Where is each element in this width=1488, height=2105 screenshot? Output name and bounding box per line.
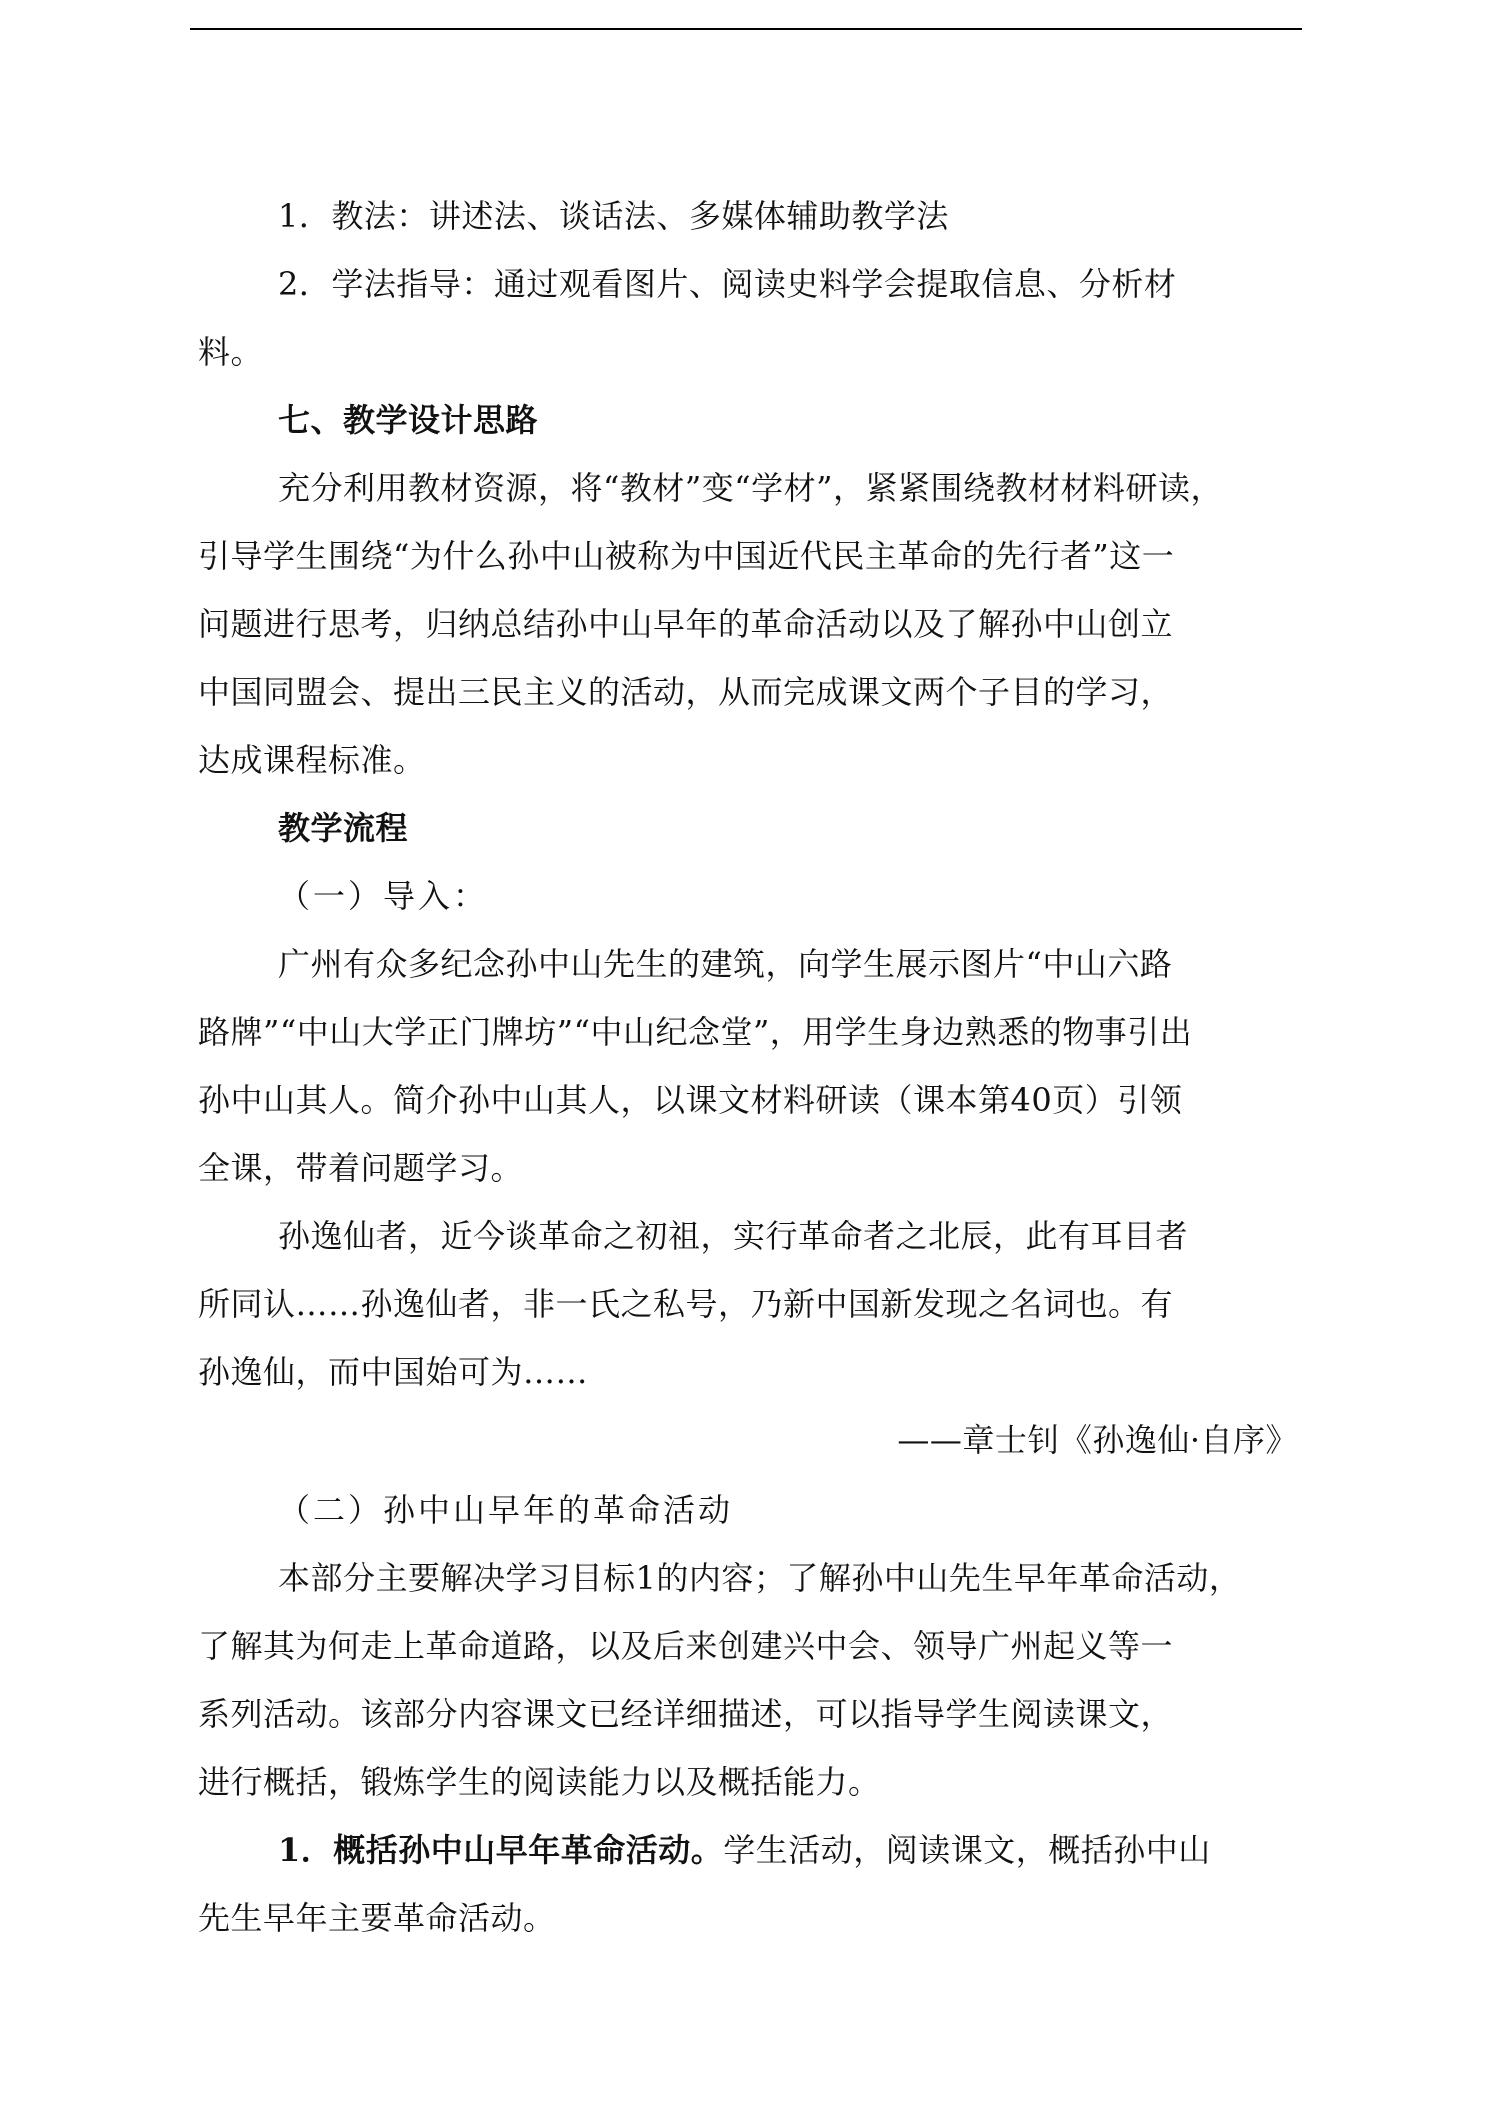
paragraph-early-activities: 本部分主要解决学习目标1的内容；了解孙中山先生早年革命活动，	[278, 1559, 1242, 1597]
section-heading-design: 七、教学设计思路	[278, 401, 539, 439]
paragraph-design: 充分利用教材资源，将“教材”变“学材”，紧紧围绕教材材料研读，	[278, 469, 1223, 507]
paragraph-intro-line: 路牌”“中山大学正门牌坊”“中山纪念堂”，用学生身边熟悉的物事引出	[198, 1013, 1193, 1051]
paragraph-design-line: 引导学生围绕“为什么孙中山被称为中国近代民主革命的先行者”这一	[198, 537, 1175, 575]
header-rule	[190, 28, 1302, 30]
paragraph-intro-line: 全课，带着问题学习。	[198, 1149, 524, 1187]
subheading-early-activities: （二）孙中山早年的革命活动	[278, 1491, 734, 1529]
section-heading-flow: 教学流程	[278, 809, 409, 847]
quote-text: 孙逸仙者，近今谈革命之初祖，实行革命者之北辰，此有耳目者	[278, 1217, 1189, 1255]
paragraph-early-activities-line: 进行概括，锻炼学生的阅读能力以及概括能力。	[198, 1763, 881, 1801]
paragraph-design-line: 问题进行思考，归纳总结孙中山早年的革命活动以及了解孙中山创立	[198, 605, 1174, 643]
paragraph-intro-line: 孙中山其人。简介孙中山其人，以课文材料研读（课本第40页）引领	[198, 1081, 1183, 1119]
activity-item-text: 学生活动，阅读课文，概括孙中山	[723, 1831, 1211, 1869]
paragraph-teaching-method: 1．教法：讲述法、谈话法、多媒体辅助教学法	[278, 197, 949, 235]
paragraph-early-activities-line: 系列活动。该部分内容课文已经详细描述，可以指导学生阅读课文，	[198, 1695, 1174, 1733]
paragraph-design-line: 达成课程标准。	[198, 741, 426, 779]
quote-text-line: 孙逸仙，而中国始可为……	[198, 1353, 589, 1391]
paragraph-learning-guidance: 2．学法指导：通过观看图片、阅读史料学会提取信息、分析材	[278, 265, 1177, 303]
quote-attribution: ——章士钊《孙逸仙·自序》	[897, 1421, 1298, 1459]
activity-item-label: 1．概括孙中山早年革命活动。	[278, 1831, 724, 1869]
quote-text-line: 所同认……孙逸仙者，非一氏之私号，乃新中国新发现之名词也。有	[198, 1285, 1174, 1323]
paragraph-design-line: 中国同盟会、提出三民主义的活动，从而完成课文两个子目的学习，	[198, 673, 1174, 711]
paragraph-early-activities-line: 了解其为何走上革命道路，以及后来创建兴中会、领导广州起义等一	[198, 1627, 1174, 1665]
activity-item-line: 先生早年主要革命活动。	[198, 1899, 556, 1937]
subheading-intro: （一）导入：	[278, 877, 489, 915]
paragraph-learning-guidance-cont: 料。	[198, 333, 264, 371]
paragraph-intro: 广州有众多纪念孙中山先生的建筑，向学生展示图片“中山六路	[278, 945, 1173, 983]
activity-item	[278, 1830, 1300, 1870]
